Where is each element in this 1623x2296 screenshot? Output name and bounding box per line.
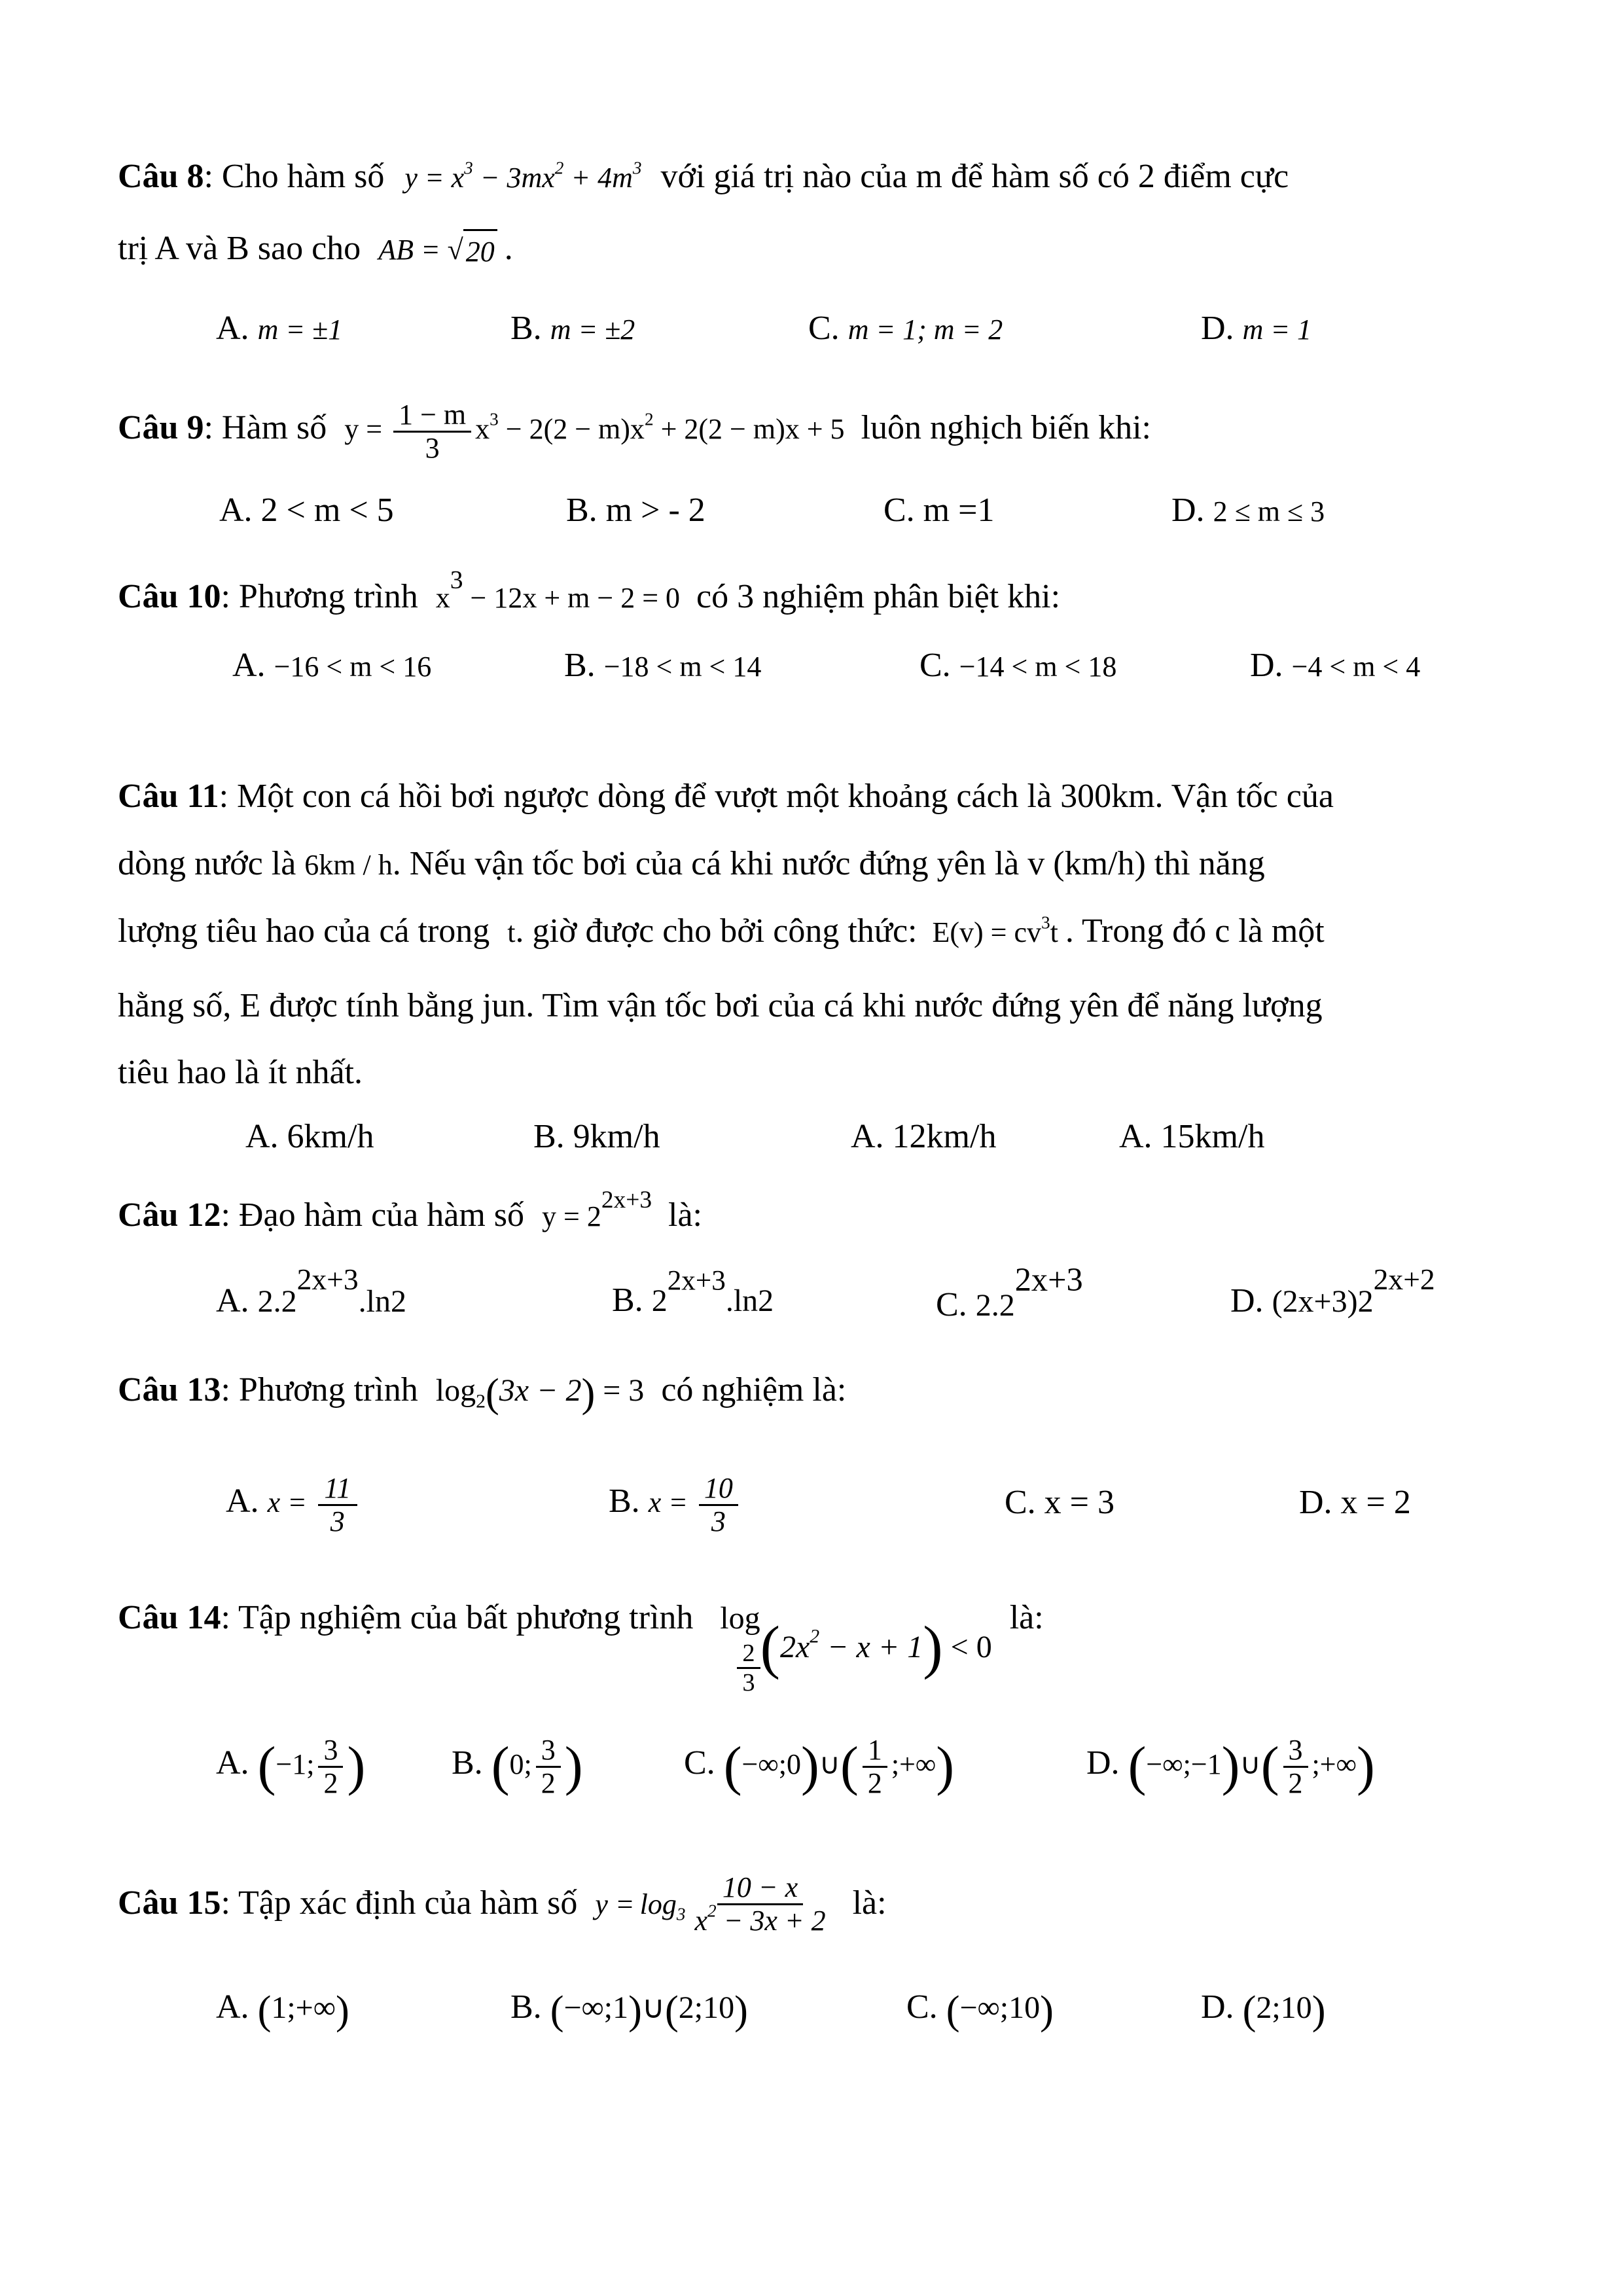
q8-option-a: A. m = ±1 <box>216 310 343 347</box>
question-11-text-1: : Một con cá hồi bơi ngược dòng để vượt một khoảng cách là 300km. Vận tốc của <box>219 778 1334 815</box>
question-9-label: Câu 9 <box>118 408 204 446</box>
q10-option-c: C. −14 < m < 18 <box>919 647 1117 684</box>
q12-option-b: B. $2^{2x+3}.\ln 2$ <box>612 1265 774 1319</box>
question-8-line-1 <box>118 156 1289 199</box>
period: . <box>504 230 513 267</box>
question-8-label: Câu 8 <box>118 158 204 195</box>
q10-option-d: D. −4 < m < 4 <box>1250 647 1421 684</box>
question-9-line <box>118 399 1151 465</box>
q8-option-d: D. m = 1 <box>1201 310 1312 347</box>
question-10-line <box>118 565 1061 619</box>
q12-option-a: A. $2.2^{2x+3}.\ln 2$ <box>216 1263 407 1320</box>
q13-option-d: D. x = 2 <box>1299 1484 1411 1521</box>
question-12-label: Câu 12 <box>118 1196 221 1234</box>
question-11-line-4: hằng số, E được tính bằng jun. Tìm vận tốc bơi của cá khi nước đứng yên để năng lượng <box>118 987 1323 1024</box>
question-11-text-3a: lượng tiêu hao của cá trong <box>118 912 490 950</box>
q11-option-a: A. 6km/h <box>245 1118 374 1155</box>
question-12-line <box>118 1186 703 1238</box>
question-8-text-2: với giá trị nào của m để hàm số có 2 điểm cực <box>660 158 1289 195</box>
question-10-label: Câu 10 <box>118 578 221 615</box>
question-15-label: Câu 15 <box>118 1884 221 1922</box>
question-11-speed-formula: 6km / h <box>304 849 393 881</box>
q14-option-b: B. (0; $\frac{3}{2}$ ) <box>452 1734 583 1800</box>
q15-option-a: A. (1;+∞) <box>216 1987 349 2033</box>
q12-option-d: D. $(2x+3)2^{2x+2}$ <box>1230 1263 1435 1320</box>
question-11-t: t <box>507 916 516 948</box>
question-12-formula: $y = 2^{2x+3}$ <box>542 1186 652 1232</box>
question-13-text: : Phương trình <box>221 1371 418 1408</box>
question-15-text: : Tập xác định của hàm số <box>221 1884 578 1922</box>
question-13-line <box>118 1369 846 1414</box>
q10-option-b: B. −18 < m < 14 <box>564 647 762 684</box>
question-8-ab-formula: AB = √ 20 <box>378 234 505 266</box>
question-9-formula: y = $\frac{1 - m}{3}$ $x^3 - 2(2 - m)x^2 + 2(2 - m)x + 5$ <box>344 399 852 465</box>
question-15-formula: y = $\log_3$ $\frac{10 - x}{x^2 - 3x + 2}$ <box>595 1871 826 1937</box>
question-11-line-1 <box>118 776 1334 817</box>
q11-option-c: A. 12km/h <box>851 1118 997 1155</box>
question-11-text-2b: . Nếu vận tốc bơi của cá khi nước đứng yên là v (km/h) thì năng <box>392 845 1265 882</box>
question-11-text-3c: . Trong đó c là một <box>1065 912 1325 950</box>
question-8-text-3: trị A và B sao cho <box>118 230 361 267</box>
q8-option-c: C. m = 1; m = 2 <box>808 310 1003 347</box>
q9-option-d: D. 2 ≤ m ≤ 3 <box>1171 492 1325 529</box>
question-13-label: Câu 13 <box>118 1371 221 1408</box>
q15-option-d: D. (2;10) <box>1201 1987 1326 2033</box>
q9-option-c: C. m =1 <box>883 492 995 529</box>
q14-option-d: D. (−∞;−1)∪( $\frac{3}{2}$ ;+∞) <box>1086 1734 1375 1800</box>
q12-option-c: C. $2.2^{2x+3}$ <box>936 1261 1083 1323</box>
question-10-formula: $x^3 - 12x + m - 2 = 0$ <box>435 565 688 614</box>
question-11-label: Câu 11 <box>118 778 219 815</box>
q8-option-b: B. m = ±2 <box>510 310 635 347</box>
question-14-text: : Tập nghiệm của bất phương trình <box>221 1599 694 1636</box>
question-11-line-5: tiêu hao là ít nhất. <box>118 1054 363 1091</box>
question-15-line <box>118 1872 887 1937</box>
question-13-formula: $\log_2(3x - 2) = 3$ <box>435 1370 652 1416</box>
q13-option-a: A. x = $\frac{11}{3}$ <box>226 1473 361 1538</box>
question-13-text-2: có nghiệm là: <box>661 1371 847 1408</box>
q13-option-c: C. x = 3 <box>1005 1484 1115 1521</box>
question-11-line-2 <box>118 843 1265 886</box>
q14-option-c: C. (−∞;0)∪( $\frac{1}{2}$ ;+∞) <box>684 1734 955 1800</box>
question-15-text-2: là: <box>852 1884 887 1922</box>
q9-option-a: A. 2 < m < 5 <box>219 492 394 529</box>
q15-option-b: B. (−∞;1)∪(2;10) <box>510 1987 748 2033</box>
q10-option-a: A. −16 < m < 16 <box>232 647 432 684</box>
question-11-text-3b: . giờ được cho bởi công thức: <box>515 912 918 950</box>
question-8-formula: $y = x^3 - 3mx^2 + 4m^3$ <box>404 158 642 194</box>
question-11-line-3 <box>118 910 1325 954</box>
question-10-text: : Phương trình <box>221 578 418 615</box>
question-11-text-2a: dòng nước là <box>118 845 296 882</box>
question-11-energy-formula: $E(v) = cv^3t$ <box>932 912 1065 948</box>
q9-option-b: B. m > - 2 <box>566 492 705 529</box>
question-9-text: : Hàm số <box>204 408 327 446</box>
q13-option-b: B. x = $\frac{10}{3}$ <box>609 1473 742 1538</box>
question-12-text-2: là: <box>668 1196 703 1234</box>
question-14-line <box>118 1597 1044 1696</box>
question-14-formula: log $\frac{2}{3}$ ( $2x^2 - x + 1$ ) < 0 <box>720 1601 992 1697</box>
q15-option-c: C. (−∞;10) <box>906 1987 1054 2033</box>
question-9-text-2: luôn nghịch biến khi: <box>861 408 1151 446</box>
question-8-line-2 <box>118 228 513 273</box>
q11-option-d: A. 15km/h <box>1119 1118 1265 1155</box>
q11-option-b: B. 9km/h <box>533 1118 660 1155</box>
question-12-text: : Đạo hàm của hàm số <box>221 1196 525 1234</box>
question-14-label: Câu 14 <box>118 1599 221 1636</box>
question-10-text-2: có 3 nghiệm phân biệt khi: <box>696 578 1061 615</box>
question-14-text-2: là: <box>1009 1599 1044 1636</box>
question-8-text: : Cho hàm số <box>204 158 385 195</box>
q14-option-a: A. (−1; $\frac{3}{2}$ ) <box>216 1734 366 1800</box>
